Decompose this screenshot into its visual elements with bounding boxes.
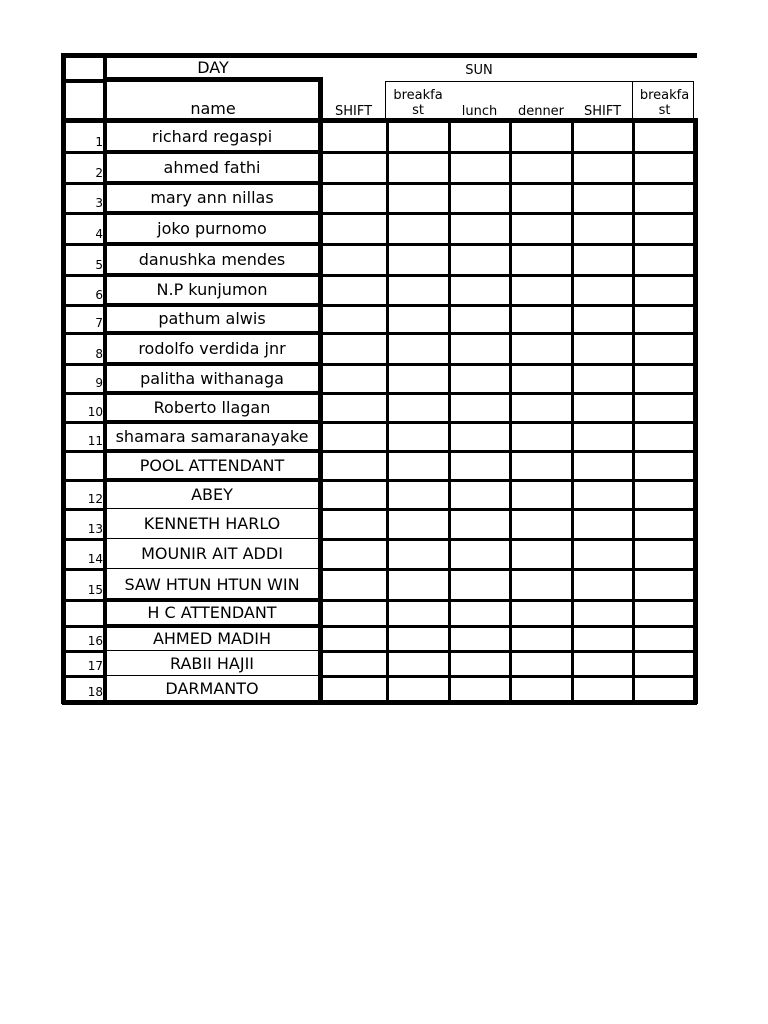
schedule-cell[interactable]	[322, 602, 385, 624]
schedule-cell[interactable]	[322, 482, 385, 507]
row-number: 12	[87, 492, 103, 506]
schedule-cell[interactable]	[574, 424, 631, 449]
employee-name: DARMANTO	[165, 679, 259, 698]
schedule-cell[interactable]	[322, 277, 385, 303]
column-header-3: lunch	[461, 104, 498, 119]
row-border	[105, 181, 320, 185]
schedule-cell[interactable]	[512, 366, 570, 391]
schedule-cell[interactable]	[635, 335, 694, 362]
row-border	[105, 331, 320, 335]
column-header-1: SHIFT	[334, 104, 373, 119]
row-number: 18	[87, 685, 103, 699]
schedule-cell[interactable]	[574, 124, 631, 150]
row-border	[105, 420, 320, 424]
employee-name: Roberto llagan	[153, 398, 271, 417]
schedule-cell[interactable]	[451, 215, 508, 242]
row-border	[62, 363, 105, 366]
schedule-cell[interactable]	[451, 541, 508, 567]
schedule-cell[interactable]	[322, 154, 385, 181]
schedule-cell[interactable]	[635, 678, 694, 700]
schedule-cell[interactable]	[635, 124, 694, 150]
schedule-cell[interactable]	[574, 246, 631, 273]
schedule-cell[interactable]	[322, 653, 385, 674]
row-border	[62, 538, 105, 541]
schedule-cell[interactable]	[322, 124, 385, 150]
schedule-cell[interactable]	[322, 246, 385, 273]
row-border	[62, 151, 105, 154]
day-label: DAY	[197, 58, 229, 77]
row-border	[105, 449, 320, 453]
schedule-cell[interactable]	[574, 653, 631, 674]
schedule-cell[interactable]	[512, 215, 570, 242]
column-header-4: denner	[517, 104, 565, 119]
schedule-cell[interactable]	[322, 571, 385, 598]
employee-name: mary ann nillas	[150, 188, 274, 207]
row-border	[105, 478, 320, 482]
schedule-cell[interactable]	[322, 215, 385, 242]
schedule-cell[interactable]	[512, 246, 570, 273]
row-border	[62, 450, 105, 453]
schedule-cell[interactable]	[512, 511, 570, 537]
row-number: 9	[95, 376, 103, 390]
row-number: 15	[87, 583, 103, 597]
row-border-thin	[105, 568, 320, 569]
schedule-cell[interactable]	[322, 511, 385, 537]
schedule-cell[interactable]	[635, 424, 694, 449]
row-border	[105, 242, 320, 246]
row-number: 14	[87, 552, 103, 566]
section-heading: POOL ATTENDANT	[139, 456, 285, 475]
schedule-cell[interactable]	[635, 215, 694, 242]
row-border	[62, 304, 105, 307]
top-border	[62, 53, 697, 58]
section-heading: H C ATTENDANT	[147, 603, 277, 622]
column-header-5: SHIFT	[583, 104, 622, 119]
employee-name: N.P kunjumon	[156, 280, 268, 299]
schedule-cell[interactable]	[574, 511, 631, 537]
employee-name: palitha withanaga	[140, 369, 284, 388]
employee-name: SAW HTUN HTUN WIN	[124, 575, 300, 594]
schedule-cell[interactable]	[512, 602, 570, 624]
row-border	[62, 625, 105, 628]
schedule-cell[interactable]	[451, 395, 508, 420]
subheader-top-line	[386, 81, 694, 82]
schedule-cell[interactable]	[512, 678, 570, 700]
schedule-cell[interactable]	[389, 482, 447, 507]
schedule-cell[interactable]	[512, 124, 570, 150]
schedule-cell[interactable]	[512, 307, 570, 331]
schedule-cell[interactable]	[635, 628, 694, 649]
row-border	[105, 598, 320, 602]
employee-name: KENNETH HARLO	[143, 514, 281, 533]
row-number: 13	[87, 522, 103, 536]
schedule-cell[interactable]	[322, 678, 385, 700]
row-border	[105, 391, 320, 395]
row-number: 2	[95, 166, 103, 180]
schedule-cell[interactable]	[451, 453, 508, 478]
schedule-cell[interactable]	[451, 571, 508, 598]
schedule-cell[interactable]	[451, 482, 508, 507]
row-number: 16	[87, 634, 103, 648]
schedule-cell[interactable]	[389, 453, 447, 478]
schedule-cell[interactable]	[322, 307, 385, 331]
header-divider	[62, 79, 105, 83]
schedule-cell[interactable]	[574, 628, 631, 649]
schedule-cell[interactable]	[451, 277, 508, 303]
row-number: 6	[95, 288, 103, 302]
row-number: 11	[87, 434, 103, 448]
schedule-cell[interactable]	[635, 307, 694, 331]
schedule-cell[interactable]	[574, 395, 631, 420]
schedule-cell[interactable]	[389, 511, 447, 537]
schedule-cell[interactable]	[389, 277, 447, 303]
schedule-cell[interactable]	[635, 653, 694, 674]
schedule-cell[interactable]	[574, 602, 631, 624]
schedule-cell[interactable]	[322, 335, 385, 362]
row-border	[62, 182, 105, 185]
schedule-cell[interactable]	[389, 602, 447, 624]
schedule-cell[interactable]	[389, 395, 447, 420]
row-border	[62, 568, 105, 571]
schedule-cell[interactable]	[574, 453, 631, 478]
schedule-cell[interactable]	[322, 541, 385, 567]
schedule-cell[interactable]	[389, 335, 447, 362]
schedule-cell[interactable]	[574, 307, 631, 331]
day-value: SUN	[465, 63, 493, 78]
schedule-cell[interactable]	[512, 277, 570, 303]
schedule-cell[interactable]	[322, 395, 385, 420]
schedule-cell[interactable]	[574, 366, 631, 391]
schedule-cell[interactable]	[389, 154, 447, 181]
row-number: 3	[95, 196, 103, 210]
schedule-cell[interactable]	[451, 307, 508, 331]
row-border	[62, 243, 105, 246]
schedule-cell[interactable]	[451, 335, 508, 362]
row-number: 10	[87, 405, 103, 419]
row-number: 7	[95, 316, 103, 330]
schedule-cell[interactable]	[635, 246, 694, 273]
schedule-cell[interactable]	[635, 482, 694, 507]
row-number	[62, 609, 103, 623]
employee-name: AHMED MADIH	[152, 629, 272, 648]
schedule-cell[interactable]	[574, 215, 631, 242]
employee-name: ahmed fathi	[163, 158, 261, 177]
schedule-cell[interactable]	[451, 246, 508, 273]
schedule-cell[interactable]	[389, 678, 447, 700]
schedule-cell[interactable]	[512, 395, 570, 420]
schedule-cell[interactable]	[322, 185, 385, 211]
schedule-cell[interactable]	[389, 424, 447, 449]
schedule-cell[interactable]	[322, 424, 385, 449]
schedule-cell[interactable]	[451, 185, 508, 211]
row-number: 4	[95, 227, 103, 241]
employee-name: RABII HAJII	[169, 654, 255, 673]
name-column-header: name	[190, 99, 236, 118]
schedule-cell[interactable]	[389, 215, 447, 242]
schedule-cell[interactable]	[322, 366, 385, 391]
schedule-cell[interactable]	[451, 602, 508, 624]
schedule-cell[interactable]	[512, 185, 570, 211]
row-border	[105, 303, 320, 307]
schedule-cell[interactable]	[451, 653, 508, 674]
schedule-cell[interactable]	[512, 453, 570, 478]
schedule-cell[interactable]	[389, 653, 447, 674]
row-border	[62, 675, 105, 678]
employee-name: MOUNIR AIT ADDI	[141, 544, 283, 563]
employee-name: shamara samaranayake	[115, 427, 309, 446]
row-border	[105, 211, 320, 215]
row-number: 8	[95, 347, 103, 361]
schedule-cell[interactable]	[574, 678, 631, 700]
schedule-cell[interactable]	[389, 124, 447, 150]
schedule-cell[interactable]	[451, 678, 508, 700]
schedule-cell[interactable]	[635, 366, 694, 391]
row-border	[62, 392, 105, 395]
schedule-cell[interactable]	[512, 571, 570, 598]
row-number	[62, 463, 103, 477]
schedule-cell[interactable]	[635, 277, 694, 303]
schedule-cell[interactable]	[512, 335, 570, 362]
schedule-cell[interactable]	[389, 571, 447, 598]
schedule-cell[interactable]	[635, 571, 694, 598]
schedule-cell[interactable]	[574, 154, 631, 181]
row-border	[62, 650, 105, 653]
schedule-cell[interactable]	[574, 571, 631, 598]
schedule-cell[interactable]	[512, 541, 570, 567]
schedule-cell[interactable]	[635, 154, 694, 181]
row-border-thin	[105, 538, 320, 539]
row-border-thin	[105, 508, 320, 509]
schedule-cell[interactable]	[635, 541, 694, 567]
schedule-cell[interactable]	[451, 366, 508, 391]
row-number: 1	[95, 135, 103, 149]
row-border	[62, 479, 105, 482]
schedule-cell[interactable]	[574, 277, 631, 303]
schedule-cell[interactable]	[389, 628, 447, 649]
schedule-cell[interactable]	[451, 424, 508, 449]
schedule-cell[interactable]	[451, 628, 508, 649]
schedule-cell[interactable]	[512, 424, 570, 449]
row-number: 5	[95, 258, 103, 272]
schedule-cell[interactable]	[635, 602, 694, 624]
schedule-cell[interactable]	[574, 185, 631, 211]
schedule-cell[interactable]	[635, 511, 694, 537]
schedule-cell[interactable]	[512, 482, 570, 507]
row-border	[62, 508, 105, 511]
schedule-cell[interactable]	[389, 366, 447, 391]
column-header-6: breakfa st	[639, 88, 690, 118]
row-border	[105, 273, 320, 277]
schedule-cell[interactable]	[635, 453, 694, 478]
employee-name: joko purnomo	[157, 219, 267, 238]
schedule-cell[interactable]	[635, 185, 694, 211]
schedule-cell[interactable]	[322, 628, 385, 649]
schedule-cell[interactable]	[451, 154, 508, 181]
row-border	[105, 624, 320, 628]
employee-name: danushka mendes	[138, 250, 286, 269]
row-border	[62, 599, 105, 602]
schedule-cell[interactable]	[574, 541, 631, 567]
row-border	[62, 274, 105, 277]
schedule-cell[interactable]	[451, 511, 508, 537]
row-border	[105, 362, 320, 366]
schedule-cell[interactable]	[512, 653, 570, 674]
employee-name: rodolfo verdida jnr	[138, 339, 286, 358]
row-border	[62, 212, 105, 215]
schedule-cell[interactable]	[389, 307, 447, 331]
bottom-border	[62, 700, 697, 705]
schedule-cell[interactable]	[574, 335, 631, 362]
employee-name: pathum alwis	[158, 309, 266, 328]
row-border-thin	[105, 650, 320, 651]
schedule-cell[interactable]	[574, 482, 631, 507]
schedule-cell[interactable]	[512, 628, 570, 649]
employee-name: richard regaspi	[151, 127, 273, 146]
schedule-cell[interactable]	[322, 453, 385, 478]
row-border-thin	[105, 675, 320, 676]
schedule-cell[interactable]	[389, 541, 447, 567]
name-header-top	[105, 77, 322, 82]
row-border	[105, 150, 320, 154]
employee-name: ABEY	[191, 485, 233, 504]
schedule-cell[interactable]	[389, 246, 447, 273]
row-number: 17	[87, 659, 103, 673]
schedule-cell[interactable]	[512, 154, 570, 181]
schedule-cell[interactable]	[389, 185, 447, 211]
schedule-cell[interactable]	[635, 395, 694, 420]
schedule-cell[interactable]	[451, 124, 508, 150]
row-border	[62, 421, 105, 424]
column-header-2: breakfa st	[393, 88, 443, 118]
row-border	[62, 332, 105, 335]
